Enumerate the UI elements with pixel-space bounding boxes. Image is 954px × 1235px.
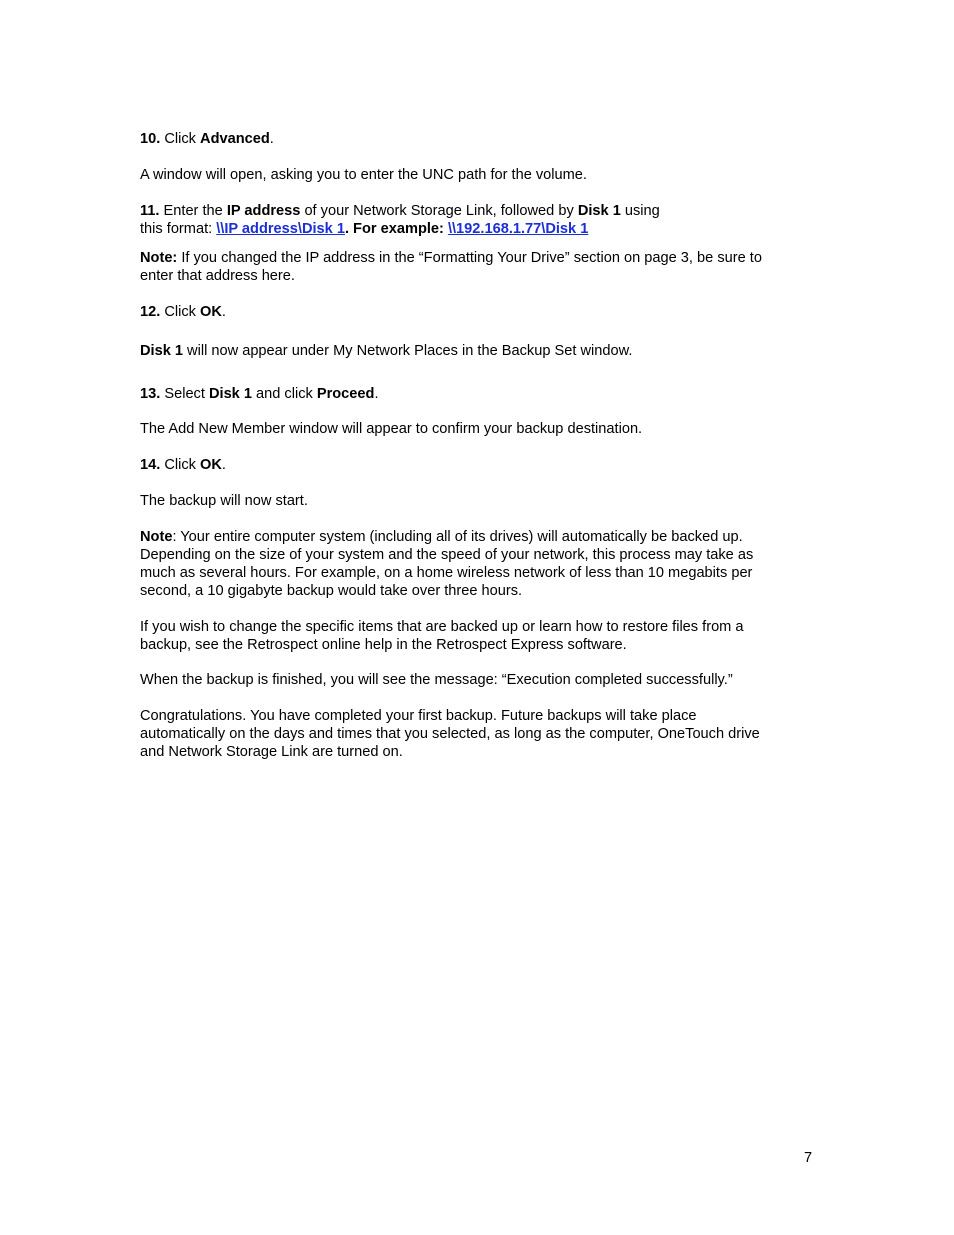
congrats-line-1: Congratulations. You have completed your first backup. Future backups will take place bbox=[140, 708, 697, 724]
finished-paragraph: When the backup is finished, you will see the message: “Execution completed successfully.” bbox=[140, 672, 733, 688]
step-number: 12. bbox=[140, 304, 161, 320]
note-1-line-1: Note: If you changed the IP address in the “Formatting Your Drive” section on page 3, be sure to bbox=[140, 250, 762, 266]
note-label: Note bbox=[140, 529, 173, 545]
step-number: 10. bbox=[140, 131, 161, 147]
document-body bbox=[140, 130, 820, 761]
step-10: 10. Click Advanced. bbox=[140, 131, 274, 147]
congrats-line-2: automatically on the days and times that you selected, as long as the computer, OneTouch drive bbox=[140, 726, 760, 742]
note-2-line-3: much as several hours. For example, on a home wireless network of less than 10 megabits per bbox=[140, 565, 753, 581]
note-1-line-2: enter that address here. bbox=[140, 268, 295, 284]
disk1-appear-paragraph: Disk 1 will now appear under My Network Places in the Backup Set window. bbox=[140, 343, 633, 359]
step-12: 12. Click OK. bbox=[140, 304, 226, 320]
step-number: 14. bbox=[140, 457, 161, 473]
window-open-paragraph: A window will open, asking you to enter the UNC path for the volume. bbox=[140, 167, 587, 183]
note-label: Note: bbox=[140, 250, 178, 266]
note-2-line-1: Note: Your entire computer system (including all of its drives) will automatically be backed up. bbox=[140, 529, 743, 545]
backup-start-paragraph: The backup will now start. bbox=[140, 493, 308, 509]
advanced-label: Advanced bbox=[200, 131, 270, 147]
change-items-line-1: If you wish to change the specific items that are backed up or learn how to restore files from a bbox=[140, 619, 744, 635]
step-number: 13. bbox=[140, 386, 161, 402]
add-member-paragraph: The Add New Member window will appear to confirm your backup destination. bbox=[140, 421, 643, 437]
change-items-line-2: backup, see the Retrospect online help in the Retrospect Express software. bbox=[140, 637, 627, 653]
unc-example-link[interactable]: \\192.168.1.77\Disk 1 bbox=[447, 221, 589, 237]
unc-format-link[interactable]: \\IP address\Disk 1 bbox=[216, 221, 345, 237]
congrats-line-3: and Network Storage Link are turned on. bbox=[140, 744, 403, 760]
step-11-line-1: 11. Enter the IP address of your Network Storage Link, followed by Disk 1 using bbox=[140, 203, 660, 219]
page-number: 7 bbox=[804, 1150, 813, 1166]
step-number: 11. bbox=[140, 203, 160, 219]
step-13: 13. Select Disk 1 and click Proceed. bbox=[140, 386, 379, 402]
note-2-line-2: Depending on the size of your system and the speed of your network, this process may take as bbox=[140, 547, 754, 563]
step-11-line-2: this format: \\IP address\Disk 1. For example: \\192.168.1.77\Disk 1 bbox=[140, 221, 589, 237]
note-2-line-4: second, a 10 gigabyte backup would take over three hours. bbox=[140, 583, 523, 599]
step-14: 14. Click OK. bbox=[140, 457, 226, 473]
